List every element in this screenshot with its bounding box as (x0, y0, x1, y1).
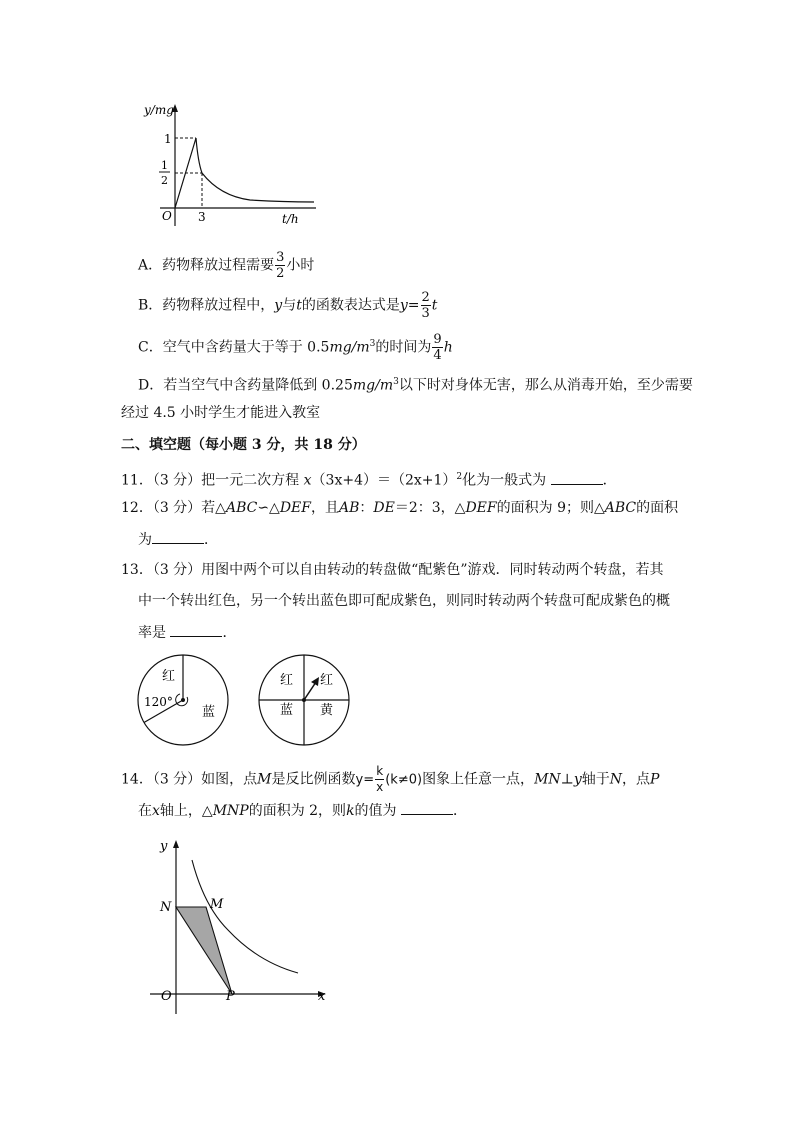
question-13-line1: 13．（3 分）用图中两个可以自由转动的转盘做“配紫色”游戏．同时转动两个转盘，若其 (121, 562, 664, 578)
y-axis-2-arrow (173, 840, 179, 848)
spinner-2-center (302, 698, 306, 702)
frac-kx: $\frac{k}{x}$ (376, 764, 384, 794)
spinner-1-blue: 蓝 (202, 705, 216, 720)
concentration-graph (130, 96, 330, 236)
tick-x-3: 3 (198, 210, 206, 224)
tick-y-half-den: 2 (161, 174, 168, 187)
spinner-1-center (181, 698, 185, 702)
question-14-line2: 在x轴上，△MNP的面积为 2，则k的值为 ． (138, 800, 467, 821)
tick-y-half-num: 1 (161, 159, 168, 172)
option-b: B．药物释放过程中，y与t的函数表达式是y= $\frac{2}{3}$ t (138, 290, 438, 321)
question-13-line2: 中一个转出红色，另一个转出蓝色即可配成紫色，则同时转动两个转盘可配成紫色的概 (138, 593, 670, 609)
frac-a: $\frac{3}{2}$ (276, 250, 285, 281)
inverse-function-graph (140, 832, 340, 1022)
label-x: x (318, 989, 326, 1004)
answer-blank-12[interactable] (152, 529, 204, 544)
spinner-2-red-right: 红 (320, 673, 334, 688)
spinner-1-angle: 120° (144, 695, 173, 709)
tick-y-1: 1 (164, 132, 172, 146)
frac-b: $\frac{2}{3}$ (421, 290, 430, 321)
option-d-line2: 经过 4.5 小时学生才能进入教室 (121, 405, 321, 421)
spinner-1-red: 红 (162, 669, 176, 684)
answer-blank-14[interactable] (401, 800, 453, 815)
spinner-2-yellow: 黄 (320, 703, 334, 718)
triangle-mnp (176, 907, 232, 994)
question-11: 11．（3 分）把一元二次方程 $x(3x+4)=(2x+1)^2$化为一般式为 ． (121, 467, 617, 491)
frac-c: $\frac{9}{4}$ (433, 332, 442, 363)
label-y: y (160, 839, 168, 854)
xlabel: t/h (282, 212, 299, 226)
origin-label: O (162, 209, 172, 223)
spinner-diagrams (130, 648, 360, 753)
option-d-line1: D．若当空气中含药量降低到 $0.25mg/m^3$以下时对身体无害，那么从消毒开始，至少需要 (138, 377, 693, 394)
option-c: C．空气中含药量大于等于 $0.5mg/m^3$的时间为 $\frac{9}{4}$ h (138, 332, 453, 363)
label-o: O (161, 989, 172, 1004)
label-m: M (210, 897, 224, 912)
question-12-line2: 为 ． (138, 529, 218, 550)
question-14-line1: 14．（3 分）如图，点M是反比例函数y= $\frac{k}{x}$ (k≠0)图象上任意一点，MN⊥y轴于N，点P (121, 764, 660, 794)
ylabel: y/mg (144, 103, 174, 117)
question-13-line3: 率是 ． (138, 622, 236, 643)
answer-blank-11[interactable] (551, 470, 603, 485)
question-12-line1: 12．（3 分）若△ABC∽△DEF，且AB：DE＝2：3，△DEF的面积为 9；则△ABC的面积 (121, 500, 679, 516)
answer-blank-13[interactable] (170, 622, 222, 637)
spinner-2-pointer (304, 682, 316, 700)
label-n: N (160, 900, 172, 915)
section-heading: 二、填空题（每小题 3 分，共 18 分） (121, 437, 366, 453)
label-p: P (226, 989, 235, 1004)
spinner-2-red-left: 红 (280, 673, 294, 688)
option-a: A．药物释放过程需要 $\frac{3}{2}$ 小时 (138, 250, 315, 281)
spinner-2-blue: 蓝 (280, 703, 294, 718)
